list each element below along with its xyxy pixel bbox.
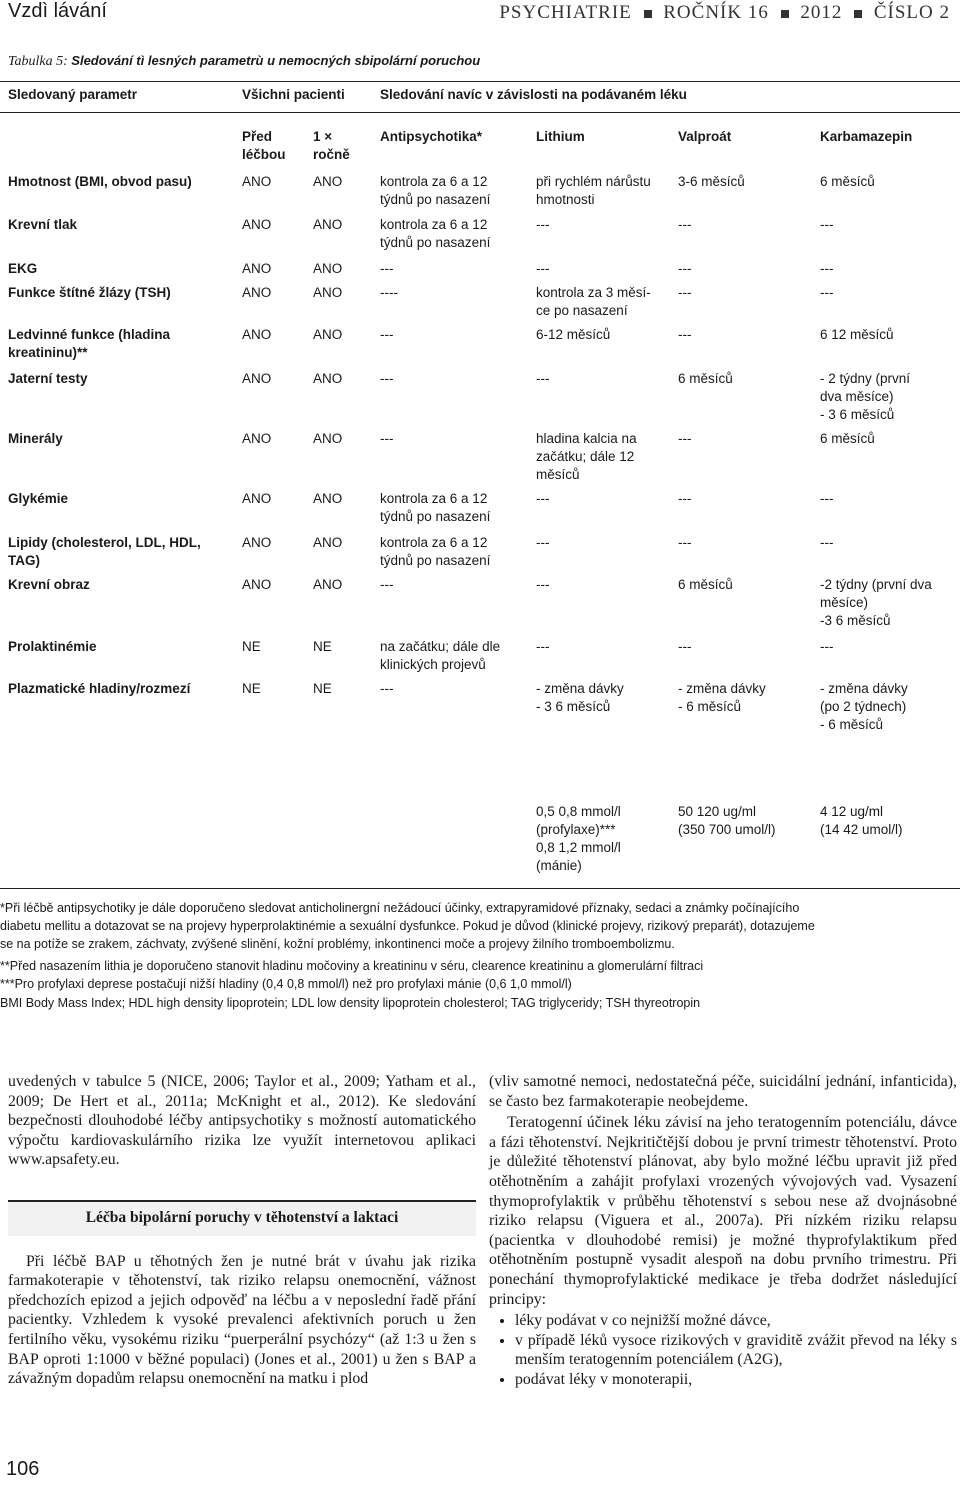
journal-issue: ČÍSLO 2	[873, 2, 950, 23]
cell-lithium: ---	[536, 261, 550, 276]
cell-parameter: Plazmatické hladiny/rozmezí	[8, 681, 191, 696]
cell-before-treatment: ANO	[242, 174, 272, 189]
cell-parameter: Glykémie	[8, 491, 69, 506]
cell-carbamazepine: - 2 týdny (první dva měsíce) - 3 6 měsíců	[820, 371, 911, 422]
cell-carbamazepine: ---	[820, 285, 834, 300]
cell-antipsychotics: kontrola za 6 a 12 týdnů po nasazení	[380, 174, 491, 207]
footnote-line: **Před nasazením lithia je doporučeno stanovit hladinu močoviny a kreatininu v séru, clearence kreatininu a glomerulární filtraci	[0, 959, 704, 973]
journal-year: 2012	[800, 2, 843, 23]
cell-valproate: ---	[678, 491, 692, 506]
cell-valproate: - změna dávky - 6 měsíců	[678, 681, 766, 714]
col-header-all-patients: Všichni pacienti	[242, 87, 345, 102]
range-valproate: 50 120 ug/ml (350 700 umol/l)	[678, 804, 776, 837]
col-header-parameter: Sledovaný parametr	[8, 87, 138, 102]
cell-parameter: Krevní tlak	[8, 217, 78, 232]
cell-before-treatment: NE	[242, 639, 261, 654]
cell-before-treatment: ANO	[242, 217, 272, 232]
cell-before-treatment: ANO	[242, 327, 272, 342]
cell-yearly: ANO	[313, 217, 343, 232]
range-lithium: 0,5 0,8 mmol/l (profylaxe)*** 0,8 1,2 mmol/l (mánie)	[536, 804, 621, 873]
cell-antipsychotics: ---	[380, 431, 394, 446]
cell-valproate: ---	[678, 217, 692, 232]
cell-before-treatment: ANO	[242, 371, 272, 386]
cell-parameter: Prolaktinémie	[8, 639, 97, 654]
cell-carbamazepine: 6 měsíců	[820, 174, 875, 189]
cell-yearly: ANO	[313, 535, 343, 550]
col-header-before-treatment: Před léčbou	[242, 129, 286, 162]
section-label: Vzdì lávání	[8, 0, 107, 22]
col-header-antipsychotics: Antipsychotika*	[380, 129, 483, 144]
cell-antipsychotics: ---	[380, 261, 394, 276]
cell-parameter: Minerály	[8, 431, 63, 446]
cell-before-treatment: ANO	[242, 261, 272, 276]
cell-antipsychotics: ---	[380, 371, 394, 386]
cell-yearly: ANO	[313, 577, 343, 592]
left-column	[8, 1072, 476, 1389]
separator-square-icon	[644, 10, 652, 18]
cell-before-treatment: ANO	[242, 431, 272, 446]
cell-before-treatment: ANO	[242, 285, 272, 300]
footnote-line: ***Pro profylaxi deprese postačují nižší hladiny (0,4 0,8 mmol/l) než pro profylaxi mánie (0,6 1,0 mmol/l)	[0, 977, 572, 991]
cell-yearly: NE	[313, 681, 332, 696]
journal-name: PSYCHIATRIE	[499, 2, 632, 23]
cell-before-treatment: NE	[242, 681, 261, 696]
col-header-carbamazepine: Karbamazepin	[820, 129, 913, 144]
cell-parameter: Jaterní testy	[8, 371, 88, 386]
principles-list	[489, 1311, 957, 1389]
cell-antipsychotics: ---	[380, 327, 394, 342]
cell-carbamazepine: -2 týdny (první dva měsíce) -3 6 měsíců	[820, 577, 932, 628]
cell-carbamazepine: 6 měsíců	[820, 431, 875, 446]
col-header-lithium: Lithium	[536, 129, 585, 144]
cell-valproate: ---	[678, 327, 692, 342]
cell-parameter: Funkce štítné žlázy (TSH)	[8, 285, 171, 300]
cell-lithium: při rychlém nárůstu hmotnosti	[536, 174, 651, 207]
right-column	[489, 1072, 957, 1390]
cell-carbamazepine: - změna dávky (po 2 týdnech) - 6 měsíců	[820, 681, 908, 732]
footnote-line: diabetu mellitu a dotazovat se na projevy hyperprolaktinémie a sexuální dysfunkce. Pokud je důvod (klinické projevy, rizikový preparát), dotazujeme	[0, 919, 815, 933]
cell-carbamazepine: ---	[820, 535, 834, 550]
journal-volume: ROČNÍK 16	[663, 2, 769, 23]
cell-lithium: ---	[536, 639, 550, 654]
cell-yearly: ANO	[313, 431, 343, 446]
cell-carbamazepine: ---	[820, 261, 834, 276]
cell-antipsychotics: ----	[380, 285, 398, 300]
cell-carbamazepine: ---	[820, 217, 834, 232]
cell-lithium: ---	[536, 577, 550, 592]
list-item: • podávat léky v monoterapii,	[515, 1370, 957, 1390]
cell-lithium: ---	[536, 217, 550, 232]
cell-parameter: Hmotnost (BMI, obvod pasu)	[8, 174, 192, 189]
table-rule	[0, 888, 960, 889]
cell-valproate: ---	[678, 285, 692, 300]
cell-carbamazepine: 6 12 měsíců	[820, 327, 894, 342]
cell-yearly: ANO	[313, 371, 343, 386]
table-label: Tabulka 5:	[8, 54, 68, 69]
col-header-yearly: 1 × ročně	[313, 129, 350, 162]
separator-square-icon	[854, 10, 862, 18]
cell-yearly: ANO	[313, 174, 343, 189]
body-paragraph: (vliv samotné nemoci, nedostatečná péče, suicidální jednání, infanticida), se často bez farmakoterapie neobejdeme.	[489, 1073, 957, 1110]
cell-parameter: Krevní obraz	[8, 577, 90, 592]
cell-valproate: 6 měsíců	[678, 371, 733, 386]
cell-lithium: ---	[536, 371, 550, 386]
section-heading: Léčba bipolární poruchy v těhotenství a laktaci	[8, 1200, 476, 1236]
range-carbamazepine: 4 12 ug/ml (14 42 umol/l)	[820, 804, 903, 837]
body-paragraph: uvedených v tabulce 5 (NICE, 2006; Taylor et al., 2009; Yatham et al., 2009; De Hert et al., 2011a; McKnight et al., 2012). Ke sledování bezpečnosti dlouhodobé léčby antipsychotiky s možností automatického výpočtu kardiovaskulárního rizika lze využít internetovou aplikaci www.apsafety.eu.	[8, 1073, 476, 1169]
table-rule	[0, 112, 960, 113]
cell-yearly: ANO	[313, 261, 343, 276]
page-number: 106	[6, 1458, 40, 1480]
cell-valproate: ---	[678, 431, 692, 446]
cell-antipsychotics: na začátku; dále dle klinických projevů	[380, 639, 501, 672]
cell-lithium: ---	[536, 535, 550, 550]
footnote-line: BMI Body Mass Index; HDL high density lipoprotein; LDL low density lipoprotein cholesterol; TAG triglyceridy; TSH thyreotropin	[0, 996, 701, 1010]
col-header-extra-monitoring: Sledování navíc v závislosti na podávaném léku	[380, 87, 687, 102]
cell-before-treatment: ANO	[242, 535, 272, 550]
cell-lithium: 6-12 měsíců	[536, 327, 611, 342]
cell-antipsychotics: kontrola za 6 a 12 týdnů po nasazení	[380, 217, 491, 250]
table-title: Sledování tì lesných parametrù u nemocných sbipolární poruchou	[71, 53, 481, 68]
cell-valproate: ---	[678, 261, 692, 276]
cell-parameter: EKG	[8, 261, 38, 276]
cell-yearly: ANO	[313, 285, 343, 300]
cell-valproate: ---	[678, 535, 692, 550]
cell-before-treatment: ANO	[242, 577, 272, 592]
list-item: • v případě léků vysoce rizikových v graviditě zvážit převod na léky s menším teratogenním potenciálem (A2G),	[515, 1331, 957, 1370]
cell-carbamazepine: ---	[820, 639, 834, 654]
body-paragraph: Teratogenní účinek léku závisí na jeho teratogenním potenciálu, dávce a fázi těhotenství. Nejkritičtější dobou je první trimestr těhotenství. Proto je důležité těhotenství plánovat, aby bylo možné léčbu upravit již před otěhotněním a zahájit profylaxi vrozených vývojových vad. Vysazení thymoprofylaktik v průběhu těhotenství s sebou nese až dvojnásobné riziko relapsu (Viguera et al., 2007a). Při nízkém riziku relapsu (pacientka v dlouhodobé remisi) je možné thyprofylaktikum před otěhotněním postupně vysadit alespoň na dobu prvního trimestru. Při ponechání thymoprofylaktické medikace je třeba dodržet následující principy:	[489, 1114, 957, 1308]
body-paragraph: Při léčbě BAP u těhotných žen je nutné brát v úvahu jak rizika farmakoterapie v těhotenství, tak riziko relapsu onemocnění, vážnost předchozích epizod a jejich odpověď na léčbu a v neposlední řadě přání pacientky. Vzhledem k vysoké prevalenci afektivních poruch u žen fertilního věku, vysokému riziku “puerperální psychózy“ (až 1:3 u žen s BAP oproti 1:1000 v běžné populaci) (Jones et al., 2001) u žen s BAP a závažným dopadům relapsu onemocnění na matku i plod	[8, 1252, 476, 1388]
cell-antipsychotics: kontrola za 6 a 12 týdnů po nasazení	[380, 535, 491, 568]
footnote-line: *Při léčbě antipsychotiky je dále doporučeno sledovat anticholinergní nežádoucí účinky, extrapyramidové příznaky, sedaci a známky počínajícího	[0, 901, 800, 915]
cell-lithium: ---	[536, 491, 550, 506]
cell-carbamazepine: ---	[820, 491, 834, 506]
cell-antipsychotics: ---	[380, 681, 394, 696]
cell-parameter: Lipidy (cholesterol, LDL, HDL, TAG)	[8, 535, 201, 568]
cell-yearly: NE	[313, 639, 332, 654]
separator-square-icon	[781, 10, 789, 18]
cell-valproate: 3-6 měsíců	[678, 174, 745, 189]
cell-antipsychotics: ---	[380, 577, 394, 592]
footnote-line: se na potíže se zrakem, záchvaty, zvýšené slinění, kožní problémy, inkontinenci moče a projevy žilního tromboembolizmu.	[0, 937, 675, 951]
cell-yearly: ANO	[313, 491, 343, 506]
cell-lithium: hladina kalcia na začátku; dále 12 měsíců	[536, 431, 637, 482]
cell-lithium: kontrola za 3 měsí- ce po nasazení	[536, 285, 651, 318]
cell-yearly: ANO	[313, 327, 343, 342]
cell-valproate: ---	[678, 639, 692, 654]
journal-header	[499, 2, 950, 24]
cell-lithium: - změna dávky - 3 6 měsíců	[536, 681, 624, 714]
table-caption	[8, 53, 480, 70]
table-rule	[0, 81, 960, 82]
col-header-valproate: Valproát	[678, 129, 732, 144]
cell-valproate: 6 měsíců	[678, 577, 733, 592]
list-item: • léky podávat v co nejnižší možné dávce,	[515, 1311, 957, 1331]
cell-parameter: Ledvinné funkce (hladina kreatininu)**	[8, 327, 171, 360]
cell-before-treatment: ANO	[242, 491, 272, 506]
cell-antipsychotics: kontrola za 6 a 12 týdnů po nasazení	[380, 491, 491, 524]
